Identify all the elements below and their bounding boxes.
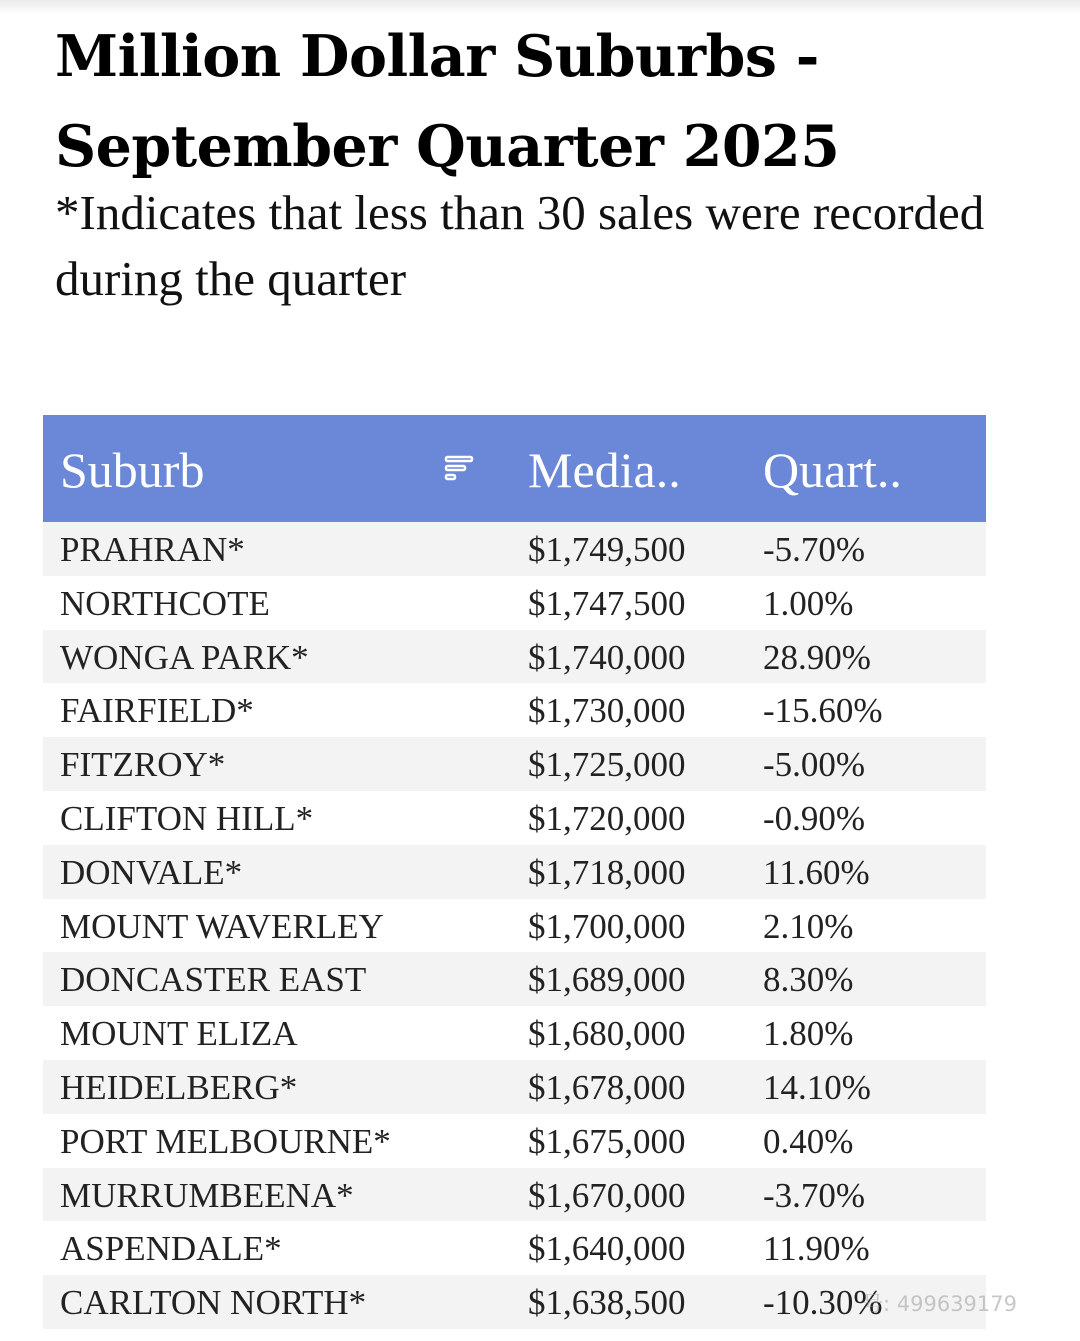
median-price-cell: $1,730,000 [528, 691, 686, 731]
median-price-cell: $1,680,000 [528, 1014, 686, 1054]
suburb-cell: HEIDELBERG* [60, 1067, 298, 1107]
suburb-cell: FAIRFIELD* [60, 691, 254, 731]
suburb-cell: CARLTON NORTH* [60, 1283, 367, 1323]
median-price-cell: $1,725,000 [528, 745, 686, 785]
page-title: Million Dollar Suburbs - September Quarter 2025 [55, 23, 840, 180]
table-row [43, 1114, 986, 1168]
suburb-cell: PORT MELBOURNE* [60, 1121, 391, 1161]
median-price-cell: $1,740,000 [528, 637, 686, 677]
suburb-cell: FITZROY* [60, 745, 226, 785]
suburb-cell: NORTHCOTE [60, 583, 270, 623]
sort-filter-icon[interactable] [443, 453, 475, 485]
table-row [43, 737, 986, 791]
table-row [43, 1060, 986, 1114]
suburbs-table [43, 415, 986, 1329]
suburb-cell: WONGA PARK* [60, 637, 309, 677]
suburb-cell: ASPENDALE* [60, 1229, 282, 1269]
table-header [43, 415, 986, 522]
table-row [43, 1221, 986, 1275]
median-price-cell: $1,670,000 [528, 1175, 686, 1215]
quarterly-change-cell: 28.90% [763, 637, 871, 677]
quarterly-change-cell: 14.10% [763, 1067, 871, 1107]
table-row [43, 1275, 986, 1329]
suburb-cell: PRAHRAN* [60, 530, 245, 569]
quarterly-change-cell: 1.00% [763, 583, 854, 623]
median-price-cell: $1,749,500 [528, 530, 686, 569]
quarterly-change-cell: 8.30% [763, 960, 854, 1000]
table-row [43, 630, 986, 684]
table-row [43, 522, 986, 576]
quarterly-change-cell: 11.60% [763, 852, 870, 892]
page-subtitle: *Indicates that less than 30 sales were recorded during the quarter [55, 185, 985, 306]
column-header-median[interactable]: Media.. [528, 442, 681, 498]
quarterly-change-cell: 1.80% [763, 1014, 854, 1054]
quarterly-change-cell: -5.00% [763, 745, 866, 785]
table-row [43, 845, 986, 899]
median-price-cell: $1,718,000 [528, 852, 686, 892]
suburb-cell: MOUNT ELIZA [60, 1014, 298, 1054]
quarterly-change-cell: -15.60% [763, 691, 883, 731]
suburb-cell: DONVALE* [60, 852, 243, 892]
quarterly-change-cell: -3.70% [763, 1175, 866, 1215]
suburb-cell: CLIFTON HILL* [60, 798, 314, 838]
median-price-cell: $1,640,000 [528, 1229, 686, 1269]
table-row [43, 683, 986, 737]
median-price-cell: $1,689,000 [528, 960, 686, 1000]
watermark-text: 号: 499639179 [862, 1292, 1017, 1316]
quarterly-change-cell: -0.90% [763, 798, 866, 838]
table-row [43, 952, 986, 1006]
table-row [43, 1168, 986, 1222]
suburb-cell: DONCASTER EAST [60, 960, 367, 1000]
table-row [43, 791, 986, 845]
table-row [43, 899, 986, 953]
table-row [43, 1006, 986, 1060]
median-price-cell: $1,675,000 [528, 1121, 686, 1161]
column-header-suburb[interactable]: Suburb [60, 442, 205, 498]
median-price-cell: $1,747,500 [528, 583, 686, 623]
quarterly-change-cell: 0.40% [763, 1121, 854, 1161]
quarterly-change-cell: 11.90% [763, 1229, 870, 1269]
column-header-quarter[interactable]: Quart.. [763, 442, 902, 498]
suburb-cell: MURRUMBEENA* [60, 1175, 354, 1215]
quarterly-change-cell: -5.70% [763, 530, 866, 569]
suburb-cell: MOUNT WAVERLEY [60, 906, 384, 946]
table-body [43, 522, 986, 1329]
median-price-cell: $1,678,000 [528, 1067, 686, 1107]
median-price-cell: $1,638,500 [528, 1283, 686, 1323]
quarterly-change-cell: 2.10% [763, 906, 854, 946]
median-price-cell: $1,720,000 [528, 798, 686, 838]
table-row [43, 576, 986, 630]
median-price-cell: $1,700,000 [528, 906, 686, 946]
quarterly-change-cell: -10.30% [763, 1283, 883, 1323]
